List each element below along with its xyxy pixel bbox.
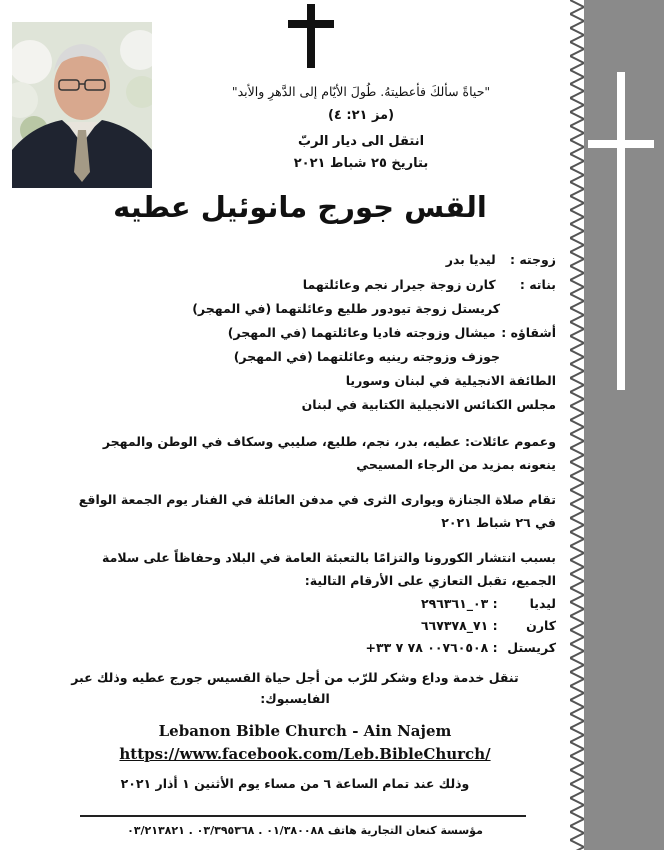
org-2: مجلس الكنائس الانجيلية الكتابية في لبنان xyxy=(301,397,556,412)
org-1: الطائفة الانجيلية في لبنان وسوريا xyxy=(345,373,556,388)
portrait-photo xyxy=(12,22,152,188)
phone-number: : ٧١_٦٦٧٣٧٨ xyxy=(420,618,498,633)
relatives-line-2: ينعونه بمزيد من الرجاء المسيحي xyxy=(356,457,556,472)
broadcast-line-1: تنقل خدمة وداع وشكر للرّب من أجل حياة القسيس جورج عطيه وذلك عبر xyxy=(71,670,519,685)
deceased-name: القس جورج مانوئيل عطيه xyxy=(113,190,487,224)
bible-verse: "حياةً سألكَ فأعطيتهُ. طُولَ الأيّام إلى الدَّهرِ والأبد" xyxy=(231,84,491,99)
wife-label: زوجته : xyxy=(509,252,556,267)
relatives-line-1: وعموم عائلات: عطيه، بدر، نجم، طليع، صليبي وسكاف في الوطن والمهجر xyxy=(102,434,556,449)
phone-row xyxy=(366,640,557,655)
verse-reference: (مز ٢١: ٤) xyxy=(327,108,395,123)
daughter-1: كارن زوجة جيرار نجم وعائلتهما xyxy=(302,277,496,292)
passed-away-line: انتقل الى ديار الربّ xyxy=(297,134,425,149)
funeral-line-2: في ٢٦ شباط ٢٠٢١ xyxy=(441,515,556,530)
funeral-line-1: تقام صلاة الجنازة ويوارى الثرى في مدفن العائلة في الفنار يوم الجمعة الواقع xyxy=(78,492,556,507)
covid-line-1: بسبب انتشار الكورونا والتزامًا بالتعبئة العامة في البلاد وحفاظاً على سلامة xyxy=(102,550,556,565)
phone-number: : ٠٠٧٦٠٥٠٨ ٧٨ ٧ ٣٣+ xyxy=(365,640,498,655)
siblings-row xyxy=(228,325,556,340)
broadcast-time: وذلك عند تمام الساعة ٦ من مساء يوم الأثنين ١ أذار ٢٠٢١ xyxy=(120,776,470,791)
phone-row xyxy=(421,596,556,611)
wife-row xyxy=(446,252,556,267)
cross-icon xyxy=(288,4,334,68)
broadcast-line-2: الفايسبوك: xyxy=(260,691,330,706)
phone-number: : ٠٣_٢٩٦٣٦١ xyxy=(420,596,498,611)
phone-name: كريستل xyxy=(507,640,556,655)
siblings-label: أشقاؤه : xyxy=(501,325,556,340)
sibling-1: ميشال وزوجته فاديا وعائلتهما (في المهجر) xyxy=(227,325,496,340)
sibling-2: جوزف وزوجته رينيه وعائلتهما (في المهجر) xyxy=(233,349,500,364)
footer-printer: مؤسسة كنعان التجارية هاتف ٠١/٣٨٠٠٨٨ . ٠٣/٣٩٥٣٦٨ . ٠٣/٢١٣٨٢١ xyxy=(127,824,483,837)
church-name: Lebanon Bible Church - Ain Najem xyxy=(158,722,452,740)
wife-name: ليديا بدر xyxy=(445,252,496,267)
daughters-label: بناته : xyxy=(519,277,556,292)
church-facebook-link[interactable]: https://www.facebook.com/Leb.BibleChurch/ xyxy=(119,745,491,763)
decorative-band xyxy=(570,0,664,850)
passing-date: بتاريخ ٢٥ شباط ٢٠٢١ xyxy=(293,156,429,171)
phone-name: ليديا xyxy=(529,596,556,611)
covid-line-2: الجميع، تقبل التعازي على الأرقام التالية: xyxy=(304,573,556,588)
daughters-row xyxy=(303,277,556,292)
phone-row xyxy=(421,618,556,633)
phone-name: كارن xyxy=(526,618,556,633)
footer-divider xyxy=(80,815,526,817)
daughter-2: كريستل زوجة تيودور طليع وعائلتهما (في المهجر) xyxy=(192,301,500,316)
